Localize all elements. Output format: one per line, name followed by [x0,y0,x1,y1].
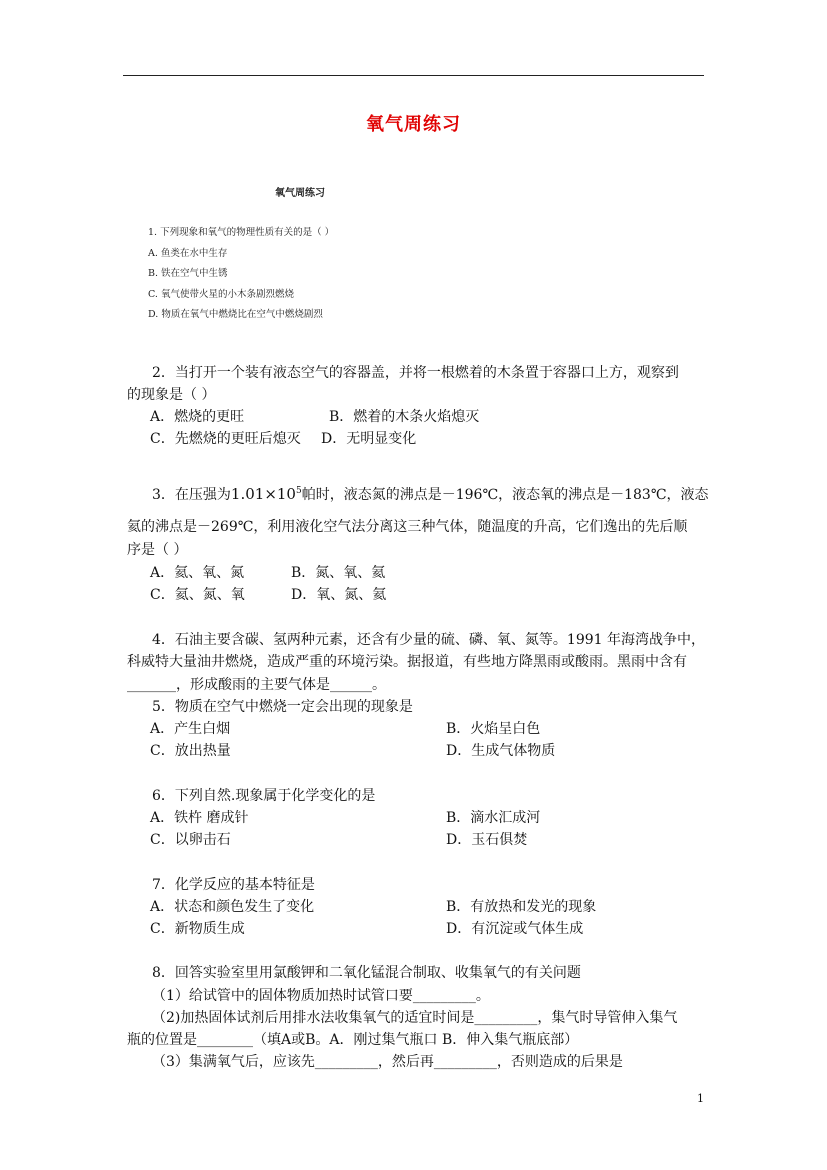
q3-option-c: C．氦、氮、氧 [150,587,245,603]
q2-option-a: A．燃烧的更旺 [150,409,245,425]
embedded-line: D. 物质在氧气中燃烧比在空气中燃烧剧烈 [148,309,323,320]
q3-stem-pre: 3．在压强为 [152,487,231,503]
q8-part-1: （1）给试管中的固体物质加热时试管口要_________。 [152,988,490,1004]
q2-option-b: B．燃着的木条火焰熄灭 [329,409,480,425]
q6-option-c: C．以卵击石 [150,832,231,848]
q8-part-2: （2)加热固体试剂后用排水法收集氧气的适宜时间是_________，集气时导管伸入集气 [152,1010,678,1026]
q3-option-d: D．氧、氮、氦 [291,587,387,603]
q3-stem-cont: 氦的沸点是－269℃，利用液化空气法分离这三种气体，随温度的升高，它们逸出的先后顺 [127,519,688,535]
embedded-line: B. 铁在空气中生锈 [148,268,228,279]
embedded-line: C. 氧气使带火星的小木条剧烈燃烧 [148,289,294,300]
header-rule [123,75,704,76]
embedded-title: 氧气周练习 [275,188,325,199]
q5-stem: 5．物质在空气中燃烧一定会出现的现象是 [152,699,413,715]
q6-stem: 6．下列自然.现象属于化学变化的是 [152,788,376,804]
q8-stem: 8．回答实验室里用氯酸钾和二氧化锰混合制取、收集氧气的有关问题 [152,965,581,981]
q7-option-c: C．新物质生成 [150,921,245,937]
q2-option-c: C．先燃烧的更旺后熄灭 [150,431,301,447]
q3-pressure: 1.01×10 [230,485,296,503]
q2-option-d: D．无明显变化 [321,431,417,447]
q3-stem [152,484,708,504]
q6-option-b: B．滴水汇成河 [446,810,541,826]
embedded-line: A. 鱼类在水中生存 [148,248,228,259]
embedded-line: 1. 下列现象和氧气的物理性质有关的是（ ） [148,227,335,238]
q2-stem-cont: 的现象是（ ） [127,387,216,403]
q3-stem-cont2: 序是（ ） [127,542,188,558]
q7-option-d: D．有沉淀或气体生成 [446,921,584,937]
q6-option-a: A．铁杵 磨成针 [150,810,249,826]
q2-stem: 2．当打开一个装有液态空气的容器盖，并将一根燃着的木条置于容器口上方，观察到 [152,365,679,381]
q5-option-b: B．火焰呈白色 [446,721,541,737]
q4-stem-cont: 科威特大量油井燃烧，造成严重的环境污染。据报道，有些地方降黑雨或酸雨。黑雨中含有 [127,654,687,670]
q7-option-a: A．状态和颜色发生了变化 [150,899,315,915]
q7-option-b: B．有放热和发光的现象 [446,899,597,915]
embedded-question-image [140,178,470,323]
q8-part-2-cont: 瓶的位置是________（填A或B。A．刚过集气瓶口 B．伸入集气瓶底部） [127,1032,579,1048]
q7-stem: 7．化学反应的基本特征是 [152,877,315,893]
q3-stem-post: 帕时，液态氮的沸点是－196℃，液态氧的沸点是－183℃，液态 [301,487,709,503]
q4-stem: 4．石油主要含碳、氢两种元素，还含有少量的硫、磷、氧、氮等。1991 年海湾战争中， [152,632,705,648]
q6-option-d: D．玉石俱焚 [446,832,528,848]
q4-stem-cont2: _______，形成酸雨的主要气体是______。 [127,677,386,693]
q3-option-a: A．氦、氧、氮 [150,565,245,581]
q5-option-c: C．放出热量 [150,743,231,759]
q3-pressure-exp: 5 [295,486,302,496]
page-title: 氧气周练习 [366,114,461,135]
q8-part-3: （3）集满氧气后，应该先_________，然后再_________，否则造成的后果是 [152,1054,623,1070]
q5-option-a: A．产生白烟 [150,721,231,737]
q3-option-b: B．氮、氧、氦 [291,565,386,581]
page-number: 1 [697,1092,704,1105]
q5-option-d: D．生成气体物质 [446,743,556,759]
